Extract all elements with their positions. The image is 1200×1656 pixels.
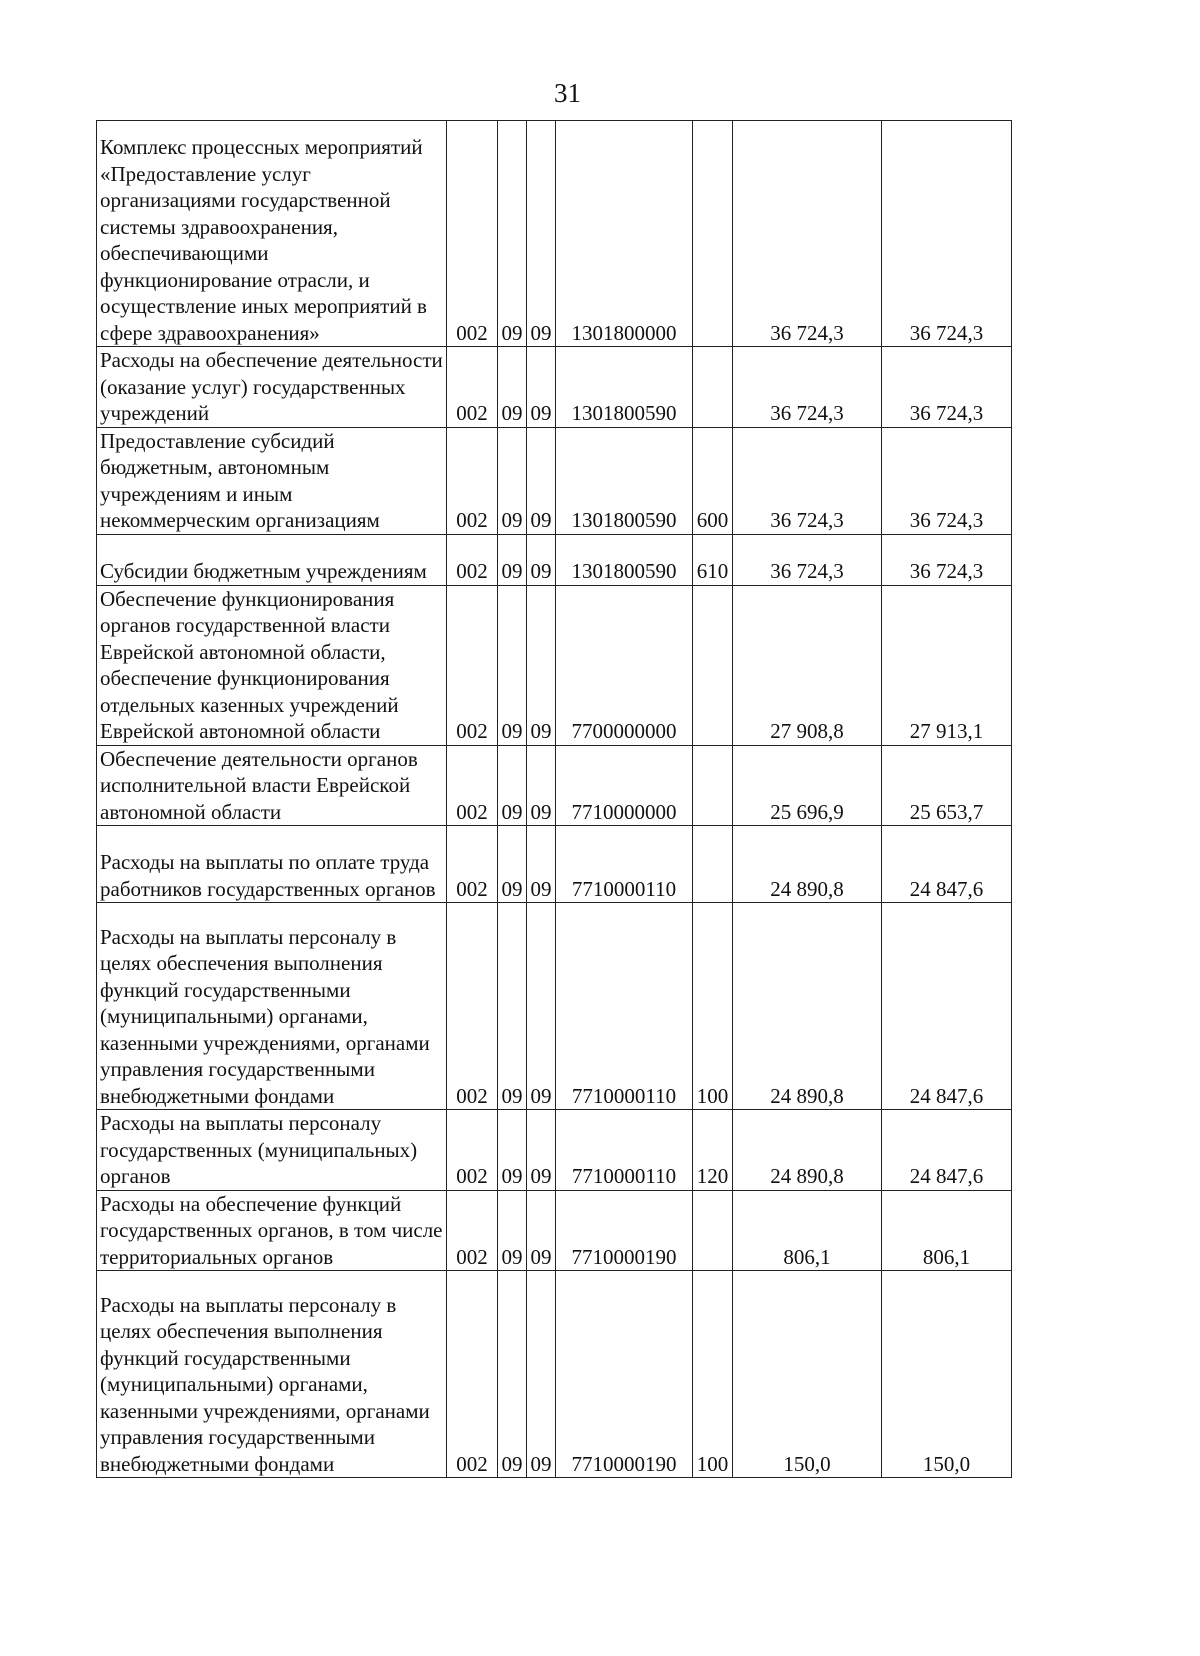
row-name: Комплекс процессных мероприятий «Предоставление услуг организациями государственной системы здравоохранения, обеспечивающими функционирование отрасли, и осуществление иных мероприятий в сфере здравоохранения» bbox=[97, 121, 447, 347]
ministry-code: 002 bbox=[447, 826, 498, 903]
section-code: 09 bbox=[498, 121, 527, 347]
section-code: 09 bbox=[498, 745, 527, 826]
ministry-code: 002 bbox=[447, 585, 498, 745]
amount-year-1: 806,1 bbox=[733, 1190, 882, 1271]
section-code: 09 bbox=[498, 903, 527, 1110]
section-code: 09 bbox=[498, 585, 527, 745]
amount-year-2: 36 724,3 bbox=[882, 427, 1012, 534]
subsection-code: 09 bbox=[527, 745, 556, 826]
row-name: Обеспечение функционирования органов государственной власти Еврейской автономной области, обеспечение функционирования отдельных казенных учреждений Еврейской автономной области bbox=[97, 585, 447, 745]
row-name: Расходы на выплаты персоналу государственных (муниципальных) органов bbox=[97, 1110, 447, 1191]
expense-type-code bbox=[693, 347, 733, 428]
ministry-code: 002 bbox=[447, 427, 498, 534]
amount-year-1: 25 696,9 bbox=[733, 745, 882, 826]
expense-type-code bbox=[693, 585, 733, 745]
subsection-code: 09 bbox=[527, 347, 556, 428]
section-code: 09 bbox=[498, 1110, 527, 1191]
table-row bbox=[97, 1190, 1012, 1271]
expense-type-code bbox=[693, 1190, 733, 1271]
amount-year-1: 24 890,8 bbox=[733, 1110, 882, 1191]
table-row bbox=[97, 585, 1012, 745]
ministry-code: 002 bbox=[447, 745, 498, 826]
target-article-code: 7710000190 bbox=[556, 1190, 693, 1271]
amount-year-1: 27 908,8 bbox=[733, 585, 882, 745]
target-article-code: 1301800590 bbox=[556, 534, 693, 585]
target-article-code: 1301800000 bbox=[556, 121, 693, 347]
expense-type-code: 100 bbox=[693, 1271, 733, 1478]
section-code: 09 bbox=[498, 1271, 527, 1478]
ministry-code: 002 bbox=[447, 534, 498, 585]
table-row bbox=[97, 534, 1012, 585]
amount-year-1: 36 724,3 bbox=[733, 347, 882, 428]
target-article-code: 7710000110 bbox=[556, 1110, 693, 1191]
target-article-code: 7710000190 bbox=[556, 1271, 693, 1478]
section-code: 09 bbox=[498, 427, 527, 534]
row-name: Предоставление субсидий бюджетным, автономным учреждениям и иным некоммерческим организациям bbox=[97, 427, 447, 534]
table-row bbox=[97, 745, 1012, 826]
amount-year-2: 27 913,1 bbox=[882, 585, 1012, 745]
subsection-code: 09 bbox=[527, 826, 556, 903]
subsection-code: 09 bbox=[527, 1271, 556, 1478]
amount-year-2: 36 724,3 bbox=[882, 347, 1012, 428]
ministry-code: 002 bbox=[447, 347, 498, 428]
expense-type-code: 610 bbox=[693, 534, 733, 585]
subsection-code: 09 bbox=[527, 1110, 556, 1191]
subsection-code: 09 bbox=[527, 534, 556, 585]
amount-year-2: 36 724,3 bbox=[882, 121, 1012, 347]
amount-year-2: 25 653,7 bbox=[882, 745, 1012, 826]
row-name: Расходы на выплаты по оплате труда работников государственных органов bbox=[97, 826, 447, 903]
subsection-code: 09 bbox=[527, 121, 556, 347]
row-name: Расходы на обеспечение функций государственных органов, в том числе территориальных органов bbox=[97, 1190, 447, 1271]
expense-type-code bbox=[693, 826, 733, 903]
table-row bbox=[97, 427, 1012, 534]
amount-year-1: 36 724,3 bbox=[733, 427, 882, 534]
target-article-code: 1301800590 bbox=[556, 427, 693, 534]
section-code: 09 bbox=[498, 1190, 527, 1271]
subsection-code: 09 bbox=[527, 1190, 556, 1271]
amount-year-1: 24 890,8 bbox=[733, 826, 882, 903]
amount-year-2: 150,0 bbox=[882, 1271, 1012, 1478]
expense-type-code: 120 bbox=[693, 1110, 733, 1191]
table-row bbox=[97, 347, 1012, 428]
amount-year-1: 36 724,3 bbox=[733, 121, 882, 347]
ministry-code: 002 bbox=[447, 903, 498, 1110]
target-article-code: 1301800590 bbox=[556, 347, 693, 428]
ministry-code: 002 bbox=[447, 1271, 498, 1478]
amount-year-1: 24 890,8 bbox=[733, 903, 882, 1110]
section-code: 09 bbox=[498, 534, 527, 585]
table-row bbox=[97, 1110, 1012, 1191]
amount-year-2: 24 847,6 bbox=[882, 826, 1012, 903]
row-name: Обеспечение деятельности органов исполнительной власти Еврейской автономной области bbox=[97, 745, 447, 826]
target-article-code: 7710000110 bbox=[556, 903, 693, 1110]
section-code: 09 bbox=[498, 347, 527, 428]
target-article-code: 7710000110 bbox=[556, 826, 693, 903]
expense-type-code bbox=[693, 121, 733, 347]
amount-year-2: 24 847,6 bbox=[882, 903, 1012, 1110]
ministry-code: 002 bbox=[447, 1110, 498, 1191]
subsection-code: 09 bbox=[527, 903, 556, 1110]
subsection-code: 09 bbox=[527, 585, 556, 745]
amount-year-2: 36 724,3 bbox=[882, 534, 1012, 585]
ministry-code: 002 bbox=[447, 1190, 498, 1271]
ministry-code: 002 bbox=[447, 121, 498, 347]
page-number: 31 bbox=[554, 78, 581, 108]
row-name: Субсидии бюджетным учреждениям bbox=[97, 534, 447, 585]
expense-type-code: 100 bbox=[693, 903, 733, 1110]
table-row bbox=[97, 826, 1012, 903]
amount-year-2: 24 847,6 bbox=[882, 1110, 1012, 1191]
row-name: Расходы на обеспечение деятельности (оказание услуг) государственных учреждений bbox=[97, 347, 447, 428]
table-row bbox=[97, 121, 1012, 347]
target-article-code: 7710000000 bbox=[556, 745, 693, 826]
budget-table bbox=[96, 120, 1012, 1478]
table-row bbox=[97, 903, 1012, 1110]
row-name: Расходы на выплаты персоналу в целях обеспечения выполнения функций государственными (муниципальными) органами, казенными учреждениями, органами управления государственными внебюджетными фондами bbox=[97, 903, 447, 1110]
expense-type-code bbox=[693, 745, 733, 826]
target-article-code: 7700000000 bbox=[556, 585, 693, 745]
subsection-code: 09 bbox=[527, 427, 556, 534]
row-name: Расходы на выплаты персоналу в целях обеспечения выполнения функций государственными (муниципальными) органами, казенными учреждениями, органами управления государственными внебюджетными фондами bbox=[97, 1271, 447, 1478]
amount-year-2: 806,1 bbox=[882, 1190, 1012, 1271]
table-row bbox=[97, 1271, 1012, 1478]
section-code: 09 bbox=[498, 826, 527, 903]
amount-year-1: 150,0 bbox=[733, 1271, 882, 1478]
amount-year-1: 36 724,3 bbox=[733, 534, 882, 585]
expense-type-code: 600 bbox=[693, 427, 733, 534]
